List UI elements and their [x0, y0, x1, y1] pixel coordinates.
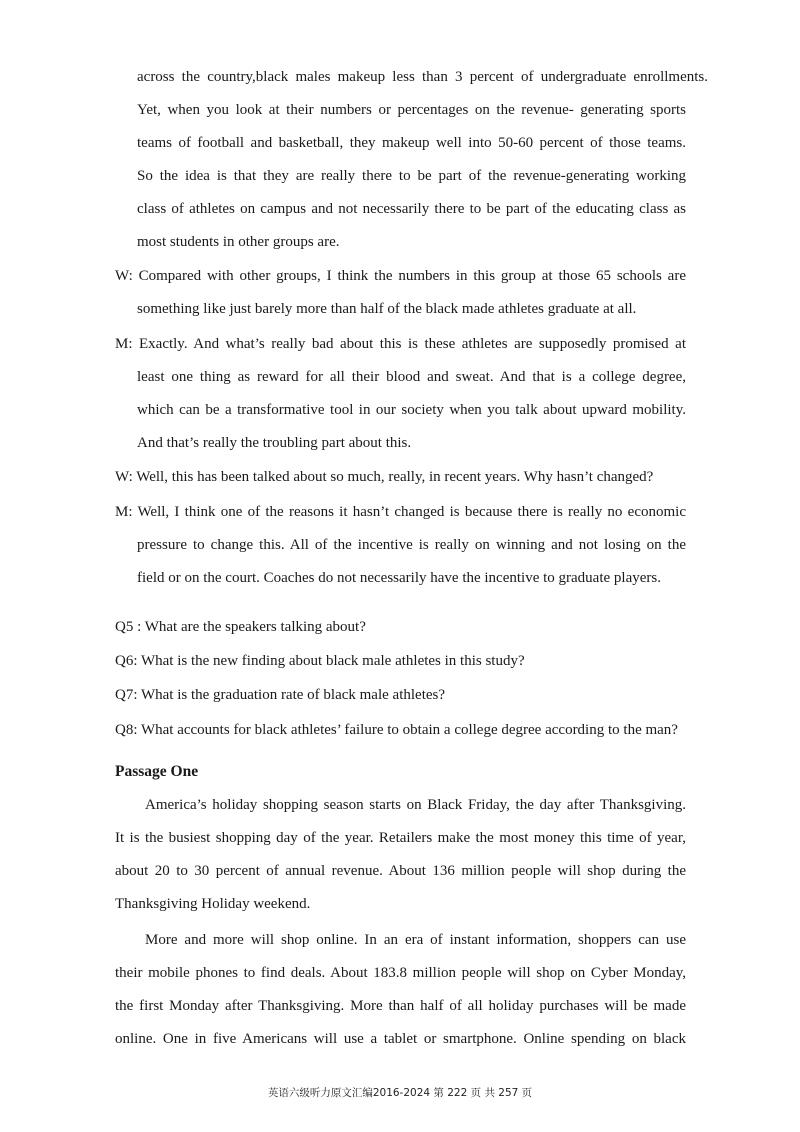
passage-title: Passage One — [115, 763, 199, 780]
text-line: class of athletes on campus and not necessarily there to be part of the educating class as — [137, 201, 686, 217]
text-line: about 20 to 30 percent of annual revenue. About 136 million people will shop during the — [115, 863, 686, 879]
text-line: pressure to change this. All of the incentive is really on winning and not losing on the — [137, 537, 686, 553]
text-line: field or on the court. Coaches do not necessarily have the incentive to graduate players. — [137, 570, 661, 586]
text-line: Thanksgiving Holiday weekend. — [115, 896, 311, 912]
question-q6: Q6: What is the new finding about black male athletes in this study? — [115, 653, 525, 669]
text-line: the first Monday after Thanksgiving. More than half of all holiday purchases will be made — [115, 998, 686, 1014]
text-line: something like just barely more than half of the black made athletes graduate at all. — [137, 301, 637, 317]
question-q8: Q8: What accounts for black athletes’ failure to obtain a college degree according to the man? — [115, 722, 678, 738]
text-line: which can be a transformative tool in our society when you talk about upward mobility. — [137, 402, 686, 418]
dialogue-line-m: M: Exactly. And what’s really bad about this is these athletes are supposedly promised at — [115, 336, 686, 352]
text-line: their mobile phones to find deals. About 183.8 million people will shop on Cyber Monday, — [115, 965, 686, 981]
text-line: It is the busiest shopping day of the year. Retailers make the most money this time of year, — [115, 830, 686, 846]
page-footer: 英语六级听力原文汇编2016-2024 第 222 页 共 257 页 — [267, 1087, 533, 1099]
text-line: least one thing as reward for all their blood and sweat. And that is a college degree, — [137, 369, 686, 385]
text-line: More and more will shop online. In an era of instant information, shoppers can use — [145, 932, 686, 948]
dialogue-line-m: M: Well, I think one of the reasons it hasn’t changed is because there is really no economic — [115, 504, 686, 520]
dialogue-line-w: W: Well, this has been talked about so much, really, in recent years. Why hasn’t changed? — [115, 469, 654, 485]
dialogue-line-w: W: Compared with other groups, I think the numbers in this group at those 65 schools are — [115, 268, 686, 284]
text-line: most students in other groups are. — [137, 234, 340, 250]
text-line: Yet, when you look at their numbers or percentages on the revenue- generating sports — [137, 102, 686, 118]
text-line: online. One in five Americans will use a tablet or smartphone. Online spending on black — [115, 1031, 686, 1047]
text-line: across the country,black males makeup less than 3 percent of undergraduate enrollments. — [137, 69, 708, 85]
question-q7: Q7: What is the graduation rate of black male athletes? — [115, 687, 446, 703]
text-line: America’s holiday shopping season starts on Black Friday, the day after Thanksgiving. — [145, 797, 686, 813]
text-line: teams of football and basketball, they makeup well into 50-60 percent of those teams. — [137, 135, 686, 151]
text-line: And that’s really the troubling part about this. — [137, 435, 412, 451]
text-line: So the idea is that they are really there to be part of the revenue-generating working — [137, 168, 686, 184]
question-q5: Q5 : What are the speakers talking about? — [115, 619, 366, 635]
